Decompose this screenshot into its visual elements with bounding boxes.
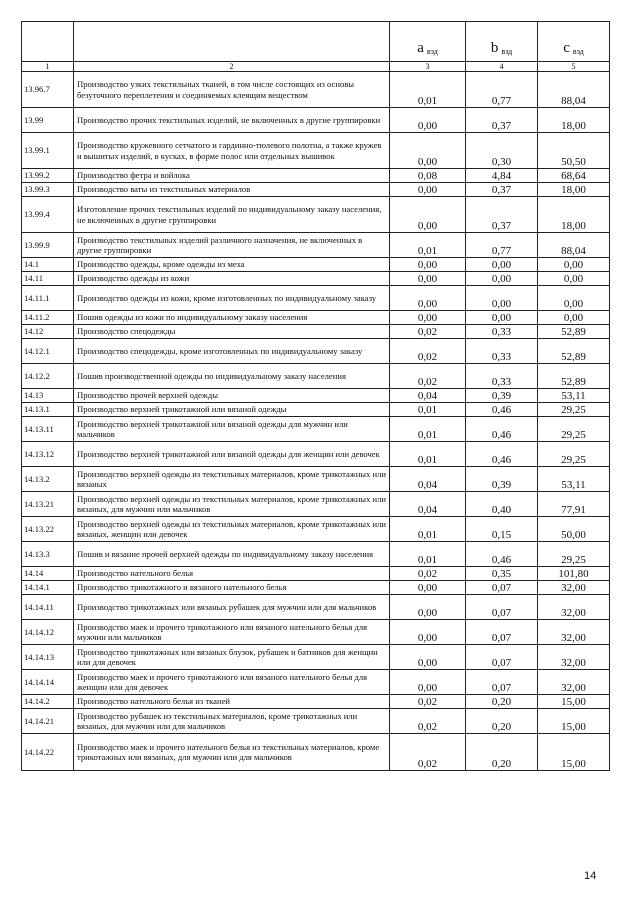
table-row — [22, 72, 610, 108]
activity-description: Производство фетра и войлока — [74, 169, 390, 183]
value-a: 0,00 — [390, 258, 466, 272]
header-cell-a — [390, 22, 466, 62]
value-a: 0,00 — [390, 645, 466, 670]
value-b: 0,20 — [466, 695, 538, 709]
value-b: 0,07 — [466, 620, 538, 645]
value-b: 4,84 — [466, 169, 538, 183]
value-c: 101,80 — [538, 567, 610, 581]
value-a: 0,00 — [390, 108, 466, 133]
activity-code: 13.99.9 — [22, 233, 74, 258]
activity-code: 14.14.12 — [22, 620, 74, 645]
value-c: 77,91 — [538, 492, 610, 517]
value-b: 0,07 — [466, 645, 538, 670]
value-a: 0,01 — [390, 417, 466, 442]
table-row — [22, 286, 610, 311]
activity-description: Производство прочих текстильных изделий, не включенных в другие группировки — [74, 108, 390, 133]
activity-description: Производство узких текстильных тканей, в том числе состоящих из основы безуточного переплетения и соединяемых клеящим веществом — [74, 72, 390, 108]
value-a: 0,01 — [390, 442, 466, 467]
value-a: 0,08 — [390, 169, 466, 183]
value-b: 0,77 — [466, 72, 538, 108]
header-cell-desc — [74, 22, 390, 62]
value-c: 15,00 — [538, 709, 610, 734]
value-c: 50,00 — [538, 517, 610, 542]
activity-description: Производство верхней трикотажной или вязаной одежды для женщин или девочек — [74, 442, 390, 467]
activity-description: Производство спецодежды, кроме изготовленных по индивидуальному заказу — [74, 339, 390, 364]
table-row — [22, 364, 610, 389]
value-a: 0,02 — [390, 567, 466, 581]
value-a: 0,01 — [390, 233, 466, 258]
value-a: 0,00 — [390, 595, 466, 620]
value-a: 0,02 — [390, 364, 466, 389]
value-a: 0,01 — [390, 403, 466, 417]
activity-code: 13.99.4 — [22, 197, 74, 233]
activity-code: 14.13.21 — [22, 492, 74, 517]
value-b: 0,77 — [466, 233, 538, 258]
table-row — [22, 670, 610, 695]
header-c-subscript: вэд — [572, 47, 584, 56]
table-row — [22, 325, 610, 339]
value-b: 0,46 — [466, 442, 538, 467]
activity-code: 13.99.3 — [22, 183, 74, 197]
activity-code: 13.99 — [22, 108, 74, 133]
activity-code: 14.13.1 — [22, 403, 74, 417]
table-row — [22, 233, 610, 258]
value-a: 0,04 — [390, 467, 466, 492]
activity-description: Производство трикотажного и вязаного нательного белья — [74, 581, 390, 595]
value-b: 0,20 — [466, 709, 538, 734]
column-number: 3 — [390, 62, 466, 72]
table-row — [22, 442, 610, 467]
value-b: 0,00 — [466, 258, 538, 272]
value-b: 0,30 — [466, 133, 538, 169]
value-b: 0,33 — [466, 325, 538, 339]
value-a: 0,04 — [390, 492, 466, 517]
table-row — [22, 417, 610, 442]
activity-code: 14.14.11 — [22, 595, 74, 620]
value-a: 0,02 — [390, 325, 466, 339]
activity-code: 13.96.7 — [22, 72, 74, 108]
table-row — [22, 403, 610, 417]
activity-description: Производство одежды, кроме одежды из меха — [74, 258, 390, 272]
header-a-label: a — [417, 40, 424, 56]
page-number: 14 — [584, 870, 597, 882]
activity-code: 14.12.1 — [22, 339, 74, 364]
activity-code: 14.14.14 — [22, 670, 74, 695]
header-c-label: c — [563, 40, 570, 56]
value-b: 0,00 — [466, 272, 538, 286]
value-b: 0,07 — [466, 581, 538, 595]
activity-code: 14.13.22 — [22, 517, 74, 542]
value-c: 68,64 — [538, 169, 610, 183]
value-c: 88,04 — [538, 233, 610, 258]
value-c: 32,00 — [538, 581, 610, 595]
table-row — [22, 108, 610, 133]
value-a: 0,04 — [390, 389, 466, 403]
table-body — [22, 22, 610, 771]
activity-description: Производство нательного белья из тканей — [74, 695, 390, 709]
value-c: 0,00 — [538, 272, 610, 286]
value-a: 0,00 — [390, 183, 466, 197]
value-c: 15,00 — [538, 695, 610, 709]
table-row — [22, 581, 610, 595]
table-row — [22, 467, 610, 492]
table-row — [22, 542, 610, 567]
table-row — [22, 133, 610, 169]
table-row — [22, 620, 610, 645]
value-c: 88,04 — [538, 72, 610, 108]
activity-code: 14.14.22 — [22, 734, 74, 771]
activity-description: Пошив производственной одежды по индивидуальному заказу населения — [74, 364, 390, 389]
value-a: 0,00 — [390, 272, 466, 286]
value-c: 53,11 — [538, 389, 610, 403]
value-a: 0,00 — [390, 133, 466, 169]
value-a: 0,01 — [390, 517, 466, 542]
table-row — [22, 695, 610, 709]
activity-description: Производство верхней трикотажной или вязаной одежды для мужчин или мальчиков — [74, 417, 390, 442]
activity-code: 14.1 — [22, 258, 74, 272]
value-b: 0,39 — [466, 467, 538, 492]
column-number: 5 — [538, 62, 610, 72]
value-b: 0,37 — [466, 108, 538, 133]
activity-code: 13.99.1 — [22, 133, 74, 169]
value-a: 0,00 — [390, 197, 466, 233]
value-c: 18,00 — [538, 197, 610, 233]
value-b: 0,37 — [466, 197, 538, 233]
table-row — [22, 734, 610, 771]
value-a: 0,01 — [390, 542, 466, 567]
table-row — [22, 645, 610, 670]
activity-code: 14.13.2 — [22, 467, 74, 492]
value-c: 53,11 — [538, 467, 610, 492]
activity-code: 14.14.2 — [22, 695, 74, 709]
value-b: 0,33 — [466, 339, 538, 364]
activity-code: 14.11.2 — [22, 311, 74, 325]
activity-code: 14.13.11 — [22, 417, 74, 442]
value-c: 32,00 — [538, 595, 610, 620]
value-c: 32,00 — [538, 670, 610, 695]
column-number-row — [22, 62, 610, 72]
activity-code: 14.14.21 — [22, 709, 74, 734]
table-row — [22, 389, 610, 403]
activity-description: Производство верхней одежды из текстильных материалов, кроме трикотажных или вязаных — [74, 467, 390, 492]
value-b: 0,39 — [466, 389, 538, 403]
table-row — [22, 272, 610, 286]
value-a: 0,01 — [390, 72, 466, 108]
activity-code: 14.13.12 — [22, 442, 74, 467]
value-b: 0,33 — [466, 364, 538, 389]
activity-description: Пошив одежды из кожи по индивидуальному заказу населения — [74, 311, 390, 325]
value-a: 0,02 — [390, 339, 466, 364]
value-c: 32,00 — [538, 620, 610, 645]
table-row — [22, 339, 610, 364]
value-c: 29,25 — [538, 403, 610, 417]
table-row — [22, 183, 610, 197]
table-row — [22, 258, 610, 272]
activity-code: 14.13.3 — [22, 542, 74, 567]
activity-description: Производство одежды из кожи, кроме изготовленных по индивидуальному заказу — [74, 286, 390, 311]
activity-description: Производство маек и прочего нательного белья из текстильных материалов, кроме трикотажных или вязаных, для мужчин или для мальчиков — [74, 734, 390, 771]
value-c: 52,89 — [538, 339, 610, 364]
value-a: 0,00 — [390, 670, 466, 695]
activity-description: Производство верхней одежды из текстильных материалов, кроме трикотажных или вязаных, женщин или девочек — [74, 517, 390, 542]
header-b-subscript: вэд — [501, 47, 513, 56]
table-row — [22, 709, 610, 734]
value-b: 0,35 — [466, 567, 538, 581]
header-a-subscript: вэд — [426, 47, 438, 56]
activity-description: Производство прочей верхней одежды — [74, 389, 390, 403]
column-number: 1 — [22, 62, 74, 72]
activity-description: Производство рубашек из текстильных материалов, кроме трикотажных или вязаных, для мужчин или для мальчиков — [74, 709, 390, 734]
coefficients-table — [21, 21, 610, 771]
table-row — [22, 197, 610, 233]
value-a: 0,02 — [390, 709, 466, 734]
value-c: 29,25 — [538, 417, 610, 442]
table-row — [22, 169, 610, 183]
value-c: 32,00 — [538, 645, 610, 670]
column-number: 4 — [466, 62, 538, 72]
value-b: 0,07 — [466, 595, 538, 620]
header-row — [22, 22, 610, 62]
activity-description: Производство спецодежды — [74, 325, 390, 339]
value-c: 18,00 — [538, 108, 610, 133]
activity-code: 14.14.13 — [22, 645, 74, 670]
value-c: 29,25 — [538, 442, 610, 467]
value-a: 0,00 — [390, 286, 466, 311]
value-b: 0,00 — [466, 286, 538, 311]
activity-description: Производство трикотажных или вязаных рубашек для мужчин или для мальчиков — [74, 595, 390, 620]
table-row — [22, 567, 610, 581]
value-b: 0,07 — [466, 670, 538, 695]
value-c: 15,00 — [538, 734, 610, 771]
activity-code: 14.14 — [22, 567, 74, 581]
activity-description: Производство маек и прочего трикотажного или вязаного нательного белья для мужчин или мальчиков — [74, 620, 390, 645]
value-c: 50,50 — [538, 133, 610, 169]
value-b: 0,46 — [466, 403, 538, 417]
value-b: 0,15 — [466, 517, 538, 542]
table-row — [22, 492, 610, 517]
header-b-label: b — [490, 40, 499, 56]
value-b: 0,40 — [466, 492, 538, 517]
activity-code: 14.14.1 — [22, 581, 74, 595]
activity-code: 13.99.2 — [22, 169, 74, 183]
activity-code: 14.12 — [22, 325, 74, 339]
value-b: 0,46 — [466, 542, 538, 567]
value-a: 0,00 — [390, 581, 466, 595]
value-a: 0,00 — [390, 620, 466, 645]
activity-description: Изготовление прочих текстильных изделий по индивидуальному заказу населения, не включенных в другие группировки — [74, 197, 390, 233]
value-c: 29,25 — [538, 542, 610, 567]
activity-code: 14.12.2 — [22, 364, 74, 389]
value-a: 0,02 — [390, 734, 466, 771]
value-c: 52,89 — [538, 325, 610, 339]
header-cell-b — [466, 22, 538, 62]
header-cell-c — [538, 22, 610, 62]
activity-description: Производство текстильных изделий различного назначения, не включенных в другие группировки — [74, 233, 390, 258]
value-c: 0,00 — [538, 258, 610, 272]
activity-description: Производство нательного белья — [74, 567, 390, 581]
column-number: 2 — [74, 62, 390, 72]
value-c: 0,00 — [538, 286, 610, 311]
activity-description: Производство ваты из текстильных материалов — [74, 183, 390, 197]
activity-code: 14.11 — [22, 272, 74, 286]
activity-description: Производство верхней одежды из текстильных материалов, кроме трикотажных или вязаных, для мужчин или мальчиков — [74, 492, 390, 517]
activity-code: 14.13 — [22, 389, 74, 403]
table-row — [22, 595, 610, 620]
activity-description: Производство верхней трикотажной или вязаной одежды — [74, 403, 390, 417]
table-row — [22, 517, 610, 542]
value-b: 0,37 — [466, 183, 538, 197]
value-b: 0,20 — [466, 734, 538, 771]
activity-description: Производство маек и прочего трикотажного или вязаного нательного белья для женщин или для девочек — [74, 670, 390, 695]
value-c: 0,00 — [538, 311, 610, 325]
header-cell-code — [22, 22, 74, 62]
value-a: 0,00 — [390, 311, 466, 325]
value-a: 0,02 — [390, 695, 466, 709]
value-c: 52,89 — [538, 364, 610, 389]
activity-description: Пошив и вязание прочей верхней одежды по индивидуальному заказу населения — [74, 542, 390, 567]
activity-description: Производство кружевного сетчатого и гардинно-тюлевого полотна, а также кружев и вышитых изделий, в кусках, в форме полос или отдельных вышивок — [74, 133, 390, 169]
value-b: 0,00 — [466, 311, 538, 325]
value-c: 18,00 — [538, 183, 610, 197]
value-b: 0,46 — [466, 417, 538, 442]
table-row — [22, 311, 610, 325]
activity-code: 14.11.1 — [22, 286, 74, 311]
activity-description: Производство трикотажных или вязаных блузок, рубашек и батников для женщин или для девочек — [74, 645, 390, 670]
activity-description: Производство одежды из кожи — [74, 272, 390, 286]
